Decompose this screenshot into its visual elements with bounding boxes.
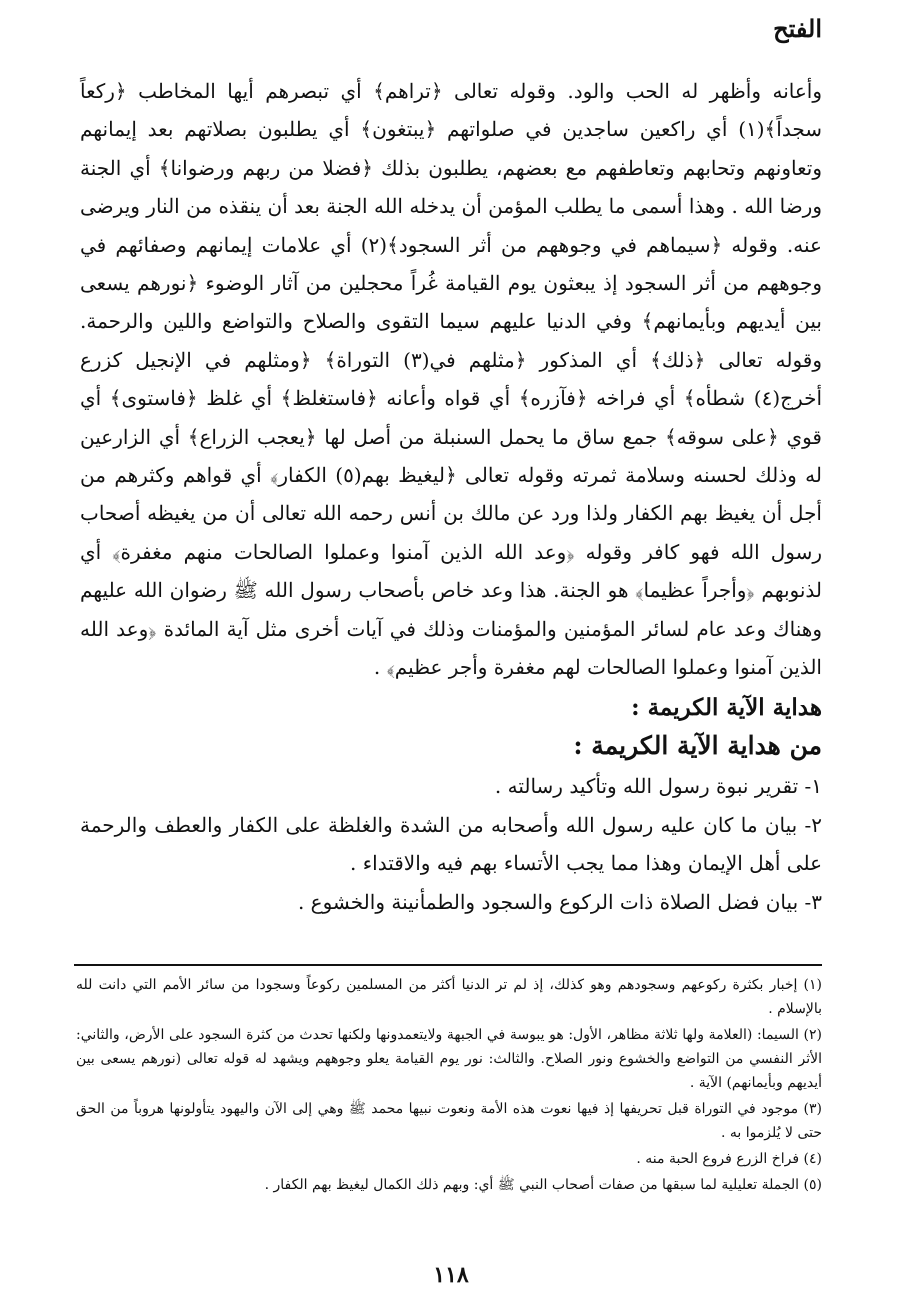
- commentary-paragraph: وأعانه وأظهر له الحب والود. وقوله تعالى ﴿تراهم﴾ أي تبصرهم أيها المخاطب ﴿ركعاً سجداً﴾(١) أي راكعين ساجدين في صلواتهم ﴿يبتغون﴾ أي يطلبون بصلاتهم بعد إيمانهم وتعاونهم وتحابهم وتعاطفهم مع بعضهم، يطلبون بذلك ﴿فضلا من ربهم ورضوانا﴾ أي الجنة ورضا الله . وهذا أسمى ما يطلب المؤمن أن يدخله الله الجنة بعد أن ينقذه من النار ويرضى عنه. وقوله ﴿سيماهم في وجوههم من أثر السجود﴾(٢) أي علامات إيمانهم وصفائهم في وجوههم من أثر السجود إذ يبعثون يوم القيامة غُراً محجلين من آثار الوضوء ﴿نورهم يسعى بين أيديهم وبأيمانهم﴾ وفي الدنيا عليهم سيما التقوى والصلاح والتواضع واللين والرحمة. وقوله تعالى ﴿ذلك﴾ أي المذكور ﴿مثلهم في(٣) التوراة﴾ ﴿ومثلهم في الإنجيل كزرع أخرج(٤) شطأه﴾ أي فراخه ﴿فآزره﴾ أي قواه وأعانه ﴿فاستغلظ﴾ أي غلظ ﴿فاستوى﴾ أي قوي ﴿على سوقه﴾ جمع ساق ما يحمل السنبلة من أصل لها ﴿يعجب الزراع﴾ أي الزارعين له وذلك لحسنه وسلامة ثمرته وقوله تعالى ﴿ليغيظ بهم(٥) الكفار﴾ أي قواهم وكثرهم من أجل أن يغيظ بهم الكفار ولذا ورد عن مالك بن أنس رحمه الله تعالى أن من يغيظه أصحاب رسول الله فهو كافر وقوله ﴿وعد الله الذين آمنوا وعملوا الصالحات منهم مغفرة﴾ أي لذنوبهم ﴿وأجراً عظيما﴾ هو الجنة. هذا وعد خاص بأصحاب رسول الله ﷺ رضوان الله عليهم وهناك وعد عام لسائر المؤمنين والمؤمنات وذلك في آيات أخرى مثل آية المائدة ﴿وعد الله الذين آمنوا وعملوا الصالحات لهم مغفرة وأجر عظيم﴾ .: [80, 79, 823, 680]
- footnote: (١) إخبار بكثرة ركوعهم وسجودهم وهو كذلك، إذ لم تر الدنيا أكثر من المسلمين ركوعاً وسجودا من سائر الأمم التي دانت لله بالإسلام .: [76, 977, 822, 1017]
- guidance-list: [80, 767, 822, 921]
- guidance-point: ٢- بيان ما كان عليه رسول الله وأصحابه من الشدة والغلظة على الكفار والعطف والرحمة على أهل الإيمان وهذا مما يجب الأتساء بهم فيه والاقتداء .: [80, 812, 822, 876]
- guidance-point: ١- تقرير نبوة رسول الله وتأكيد رسالته .: [494, 774, 822, 799]
- footnotes: [76, 973, 822, 1199]
- page-number: ١١٨: [433, 1262, 469, 1288]
- surah-title: الفتح: [773, 14, 822, 43]
- footnote: (٣) موجود في التوراة قبل تحريفها إذ فيها نعوت هذه الأمة ونعوت نبيها محمد ﷺ وهي إلى الآن واليهود يتأولونها هروباً من الحق حتى لا يُلزموا به .: [76, 1101, 822, 1141]
- main-text: [80, 72, 822, 921]
- guidance-point: ٣- بيان فضل الصلاة ذات الركوع والسجود والطمأنينة والخشوع .: [297, 889, 822, 914]
- section-heading: هداية الآية الكريمة :: [631, 693, 822, 721]
- guidance-heading: من هداية الآية الكريمة :: [573, 730, 822, 760]
- footnote: (٢) السيما: (العلامة ولها ثلاثة مظاهر، الأول: هو يبوسة في الجبهة ولايتعمدونها ولكنها تحدث من كثرة السجود على الأرض، والثاني: الأثر النفسي من التواضع والخشوع ونور الصلاح. والثالث: نور يوم القيامة يعلو وجوههم ويشهد له قوله تعالى (نورهم يسعى بين أيديهم وبأيمانهم) الآية .: [76, 1027, 822, 1091]
- footnote-divider: [74, 964, 822, 966]
- footnote: (٥) الجملة تعليلية لما سبقها من صفات أصحاب النبي ﷺ أي: وبهم ذلك الكمال ليغيظ بهم الكفار .: [264, 1177, 822, 1193]
- footnote: (٤) فراخ الزرع فروع الحبة منه .: [636, 1151, 822, 1167]
